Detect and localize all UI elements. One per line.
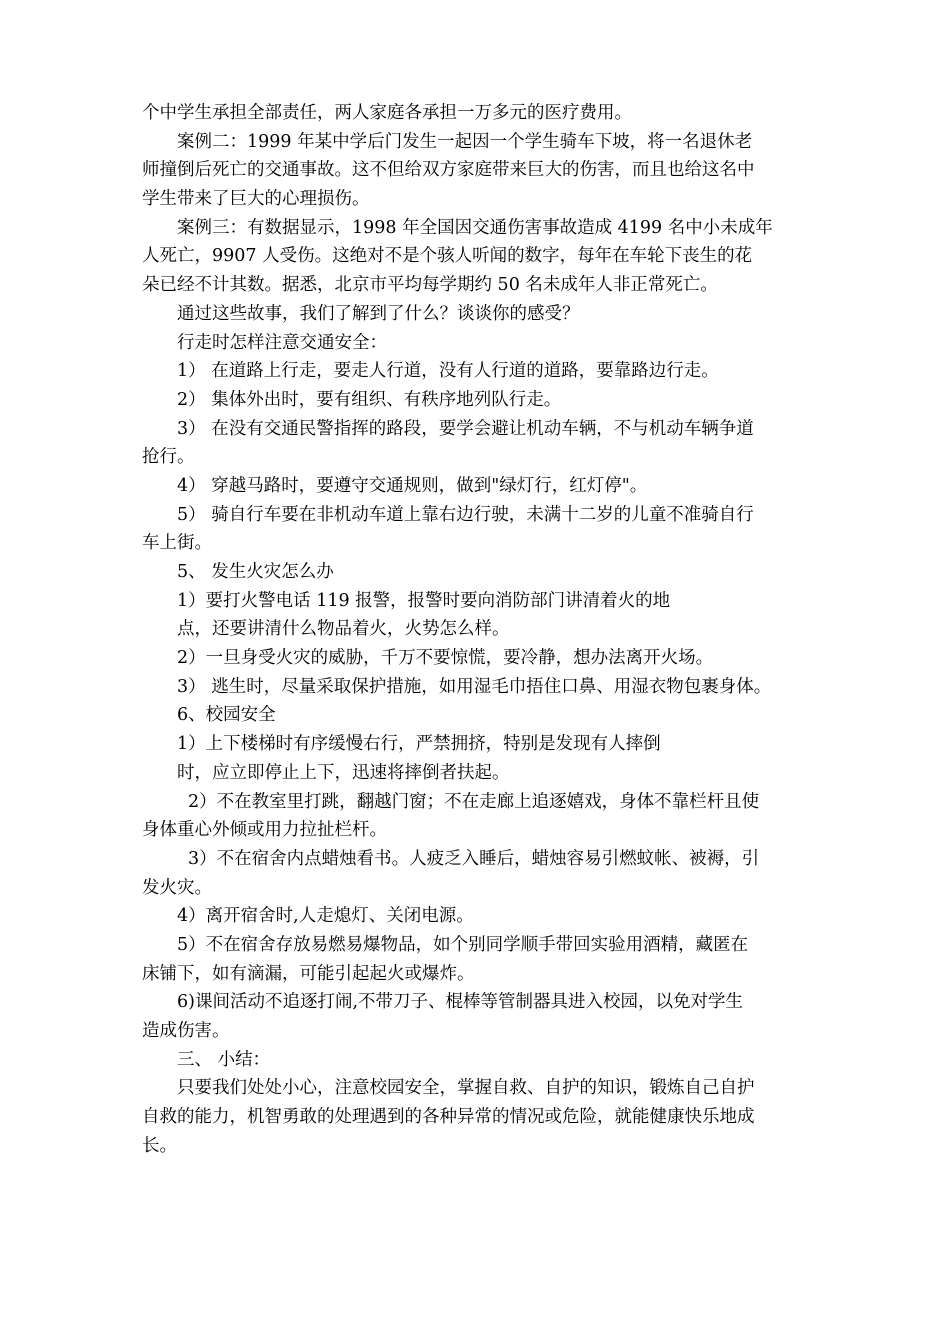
text-line: 长。	[142, 1135, 177, 1156]
text-line: 4）离开宿舍时,人走熄灯、关闭电源。	[177, 906, 474, 927]
text-line: 1） 在道路上行走，要走人行道，没有人行道的道路，要靠路边行走。	[177, 361, 719, 382]
text-line: 2）不在教室里打跳，翻越门窗；不在走廊上追逐嬉戏，身体不靠栏杆且使	[188, 791, 760, 812]
text-line: 点，还要讲清什么物品着火，火势怎么样。	[177, 619, 510, 640]
text-line: 身体重心外倾或用力拉扯栏杆。	[142, 820, 387, 841]
text-line: 5）不在宿舍存放易燃易爆物品，如个别同学顺手带回实验用酒精，藏匿在	[177, 934, 749, 955]
text-line: 6)课间活动不追逐打闹,不带刀子、棍棒等管制器具进入校园，以免对学生	[177, 992, 744, 1013]
text-line: 3）不在宿舍内点蜡烛看书。人疲乏入睡后，蜡烛容易引燃蚊帐、被褥，引	[188, 848, 760, 869]
text-line: 造成伤害。	[142, 1021, 230, 1041]
text-line: 抢行。	[142, 447, 195, 468]
text-line: 5） 骑自行车要在非机动车道上靠右边行驶，未满十二岁的儿童不准骑自行	[177, 504, 754, 525]
text-line: 3） 在没有交通民警指挥的路段，要学会避让机动车辆，不与机动车辆争道	[177, 418, 754, 439]
text-line: 发火灾。	[142, 877, 212, 898]
text-line: 5、 发生火灾怎么办	[177, 562, 334, 582]
text-line: 朵已经不计其数。据悉，北京市平均每学期约 50 名未成年人非正常死亡。	[142, 275, 718, 296]
text-line: 1）上下楼梯时有序缓慢右行，严禁拥挤，特别是发现有人摔倒	[177, 734, 661, 755]
text-line: 三、 小结：	[177, 1049, 271, 1070]
text-line: 2）一旦身受火灾的威胁，千万不要惊慌，要冷静，想办法离开火场。	[177, 648, 714, 669]
text-line: 自救的能力，机智勇敢的处理遇到的各种异常的情况或危险，就能健康快乐地成	[142, 1107, 755, 1128]
text-line: 床铺下，如有滴漏，可能引起起火或爆炸。	[142, 963, 475, 984]
text-line: 案例三：有数据显示，1998 年全国因交通伤害事故造成 4199 名中小未成年	[177, 217, 773, 238]
text-line: 通过这些故事，我们了解到了什么？谈谈你的感受？	[177, 303, 580, 324]
text-line: 4） 穿越马路时，要遵守交通规则，做到"绿灯行，红灯停"。	[177, 475, 648, 496]
text-line: 车上街。	[142, 533, 212, 554]
text-line: 时，应立即停止上下，迅速将摔倒者扶起。	[177, 762, 510, 783]
text-line: 个中学生承担全部责任，两人家庭各承担一万多元的医疗费用。	[142, 103, 632, 123]
text-line: 行走时怎样注意交通安全：	[177, 332, 387, 353]
text-line: 学生带来了巨大的心理损伤。	[142, 189, 370, 210]
text-line: 6、校园安全	[177, 705, 276, 726]
document-body	[142, 99, 814, 1160]
text-line: 师撞倒后死亡的交通事故。这不但给双方家庭带来巨大的伤害，而且也给这名中	[142, 160, 755, 181]
text-line: 案例二：1999 年某中学后门发生一起因一个学生骑车下坡，将一名退休老	[177, 131, 753, 152]
text-line: 1）要打火警电话 119 报警，报警时要向消防部门讲清着火的地	[177, 590, 671, 611]
text-line: 人死亡，9907 人受伤。这绝对不是个骇人听闻的数字，每年在车轮下丧生的花	[142, 246, 753, 267]
text-line: 2） 集体外出时，要有组织、有秩序地列队行走。	[177, 389, 562, 410]
text-line: 只要我们处处小心，注意校园安全，掌握自救、自护的知识，锻炼自己自护	[177, 1078, 755, 1099]
text-line: 3） 逃生时，尽量采取保护措施，如用湿毛巾捂住口鼻、用湿衣物包裹身体。	[177, 676, 772, 697]
